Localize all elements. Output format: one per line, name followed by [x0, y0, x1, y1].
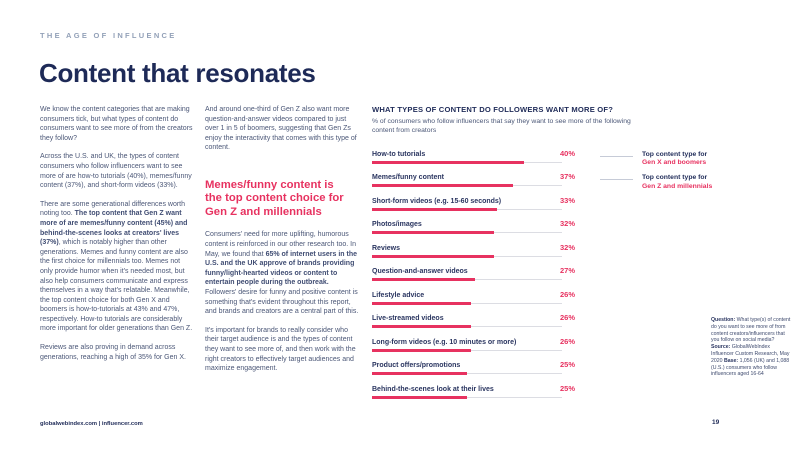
- bar-chart: [372, 148, 713, 399]
- bar-row: [372, 384, 575, 399]
- paragraph-bold-text: The top content that Gen Z want more of are memes/funny content (45%) and behind-the-scenes looks at creators' lives (37%): [40, 210, 188, 247]
- paragraph: [40, 200, 194, 334]
- bar-category-label: Behind-the-scenes look at their lives: [372, 385, 494, 393]
- bar-track: [372, 302, 562, 305]
- bar-label-line: [372, 243, 575, 253]
- paragraph-text: It's important for brands to really consider who their target audience is and the types of content they want to see more of, and then work with the right creators to effectively target audiences and maximize engagement.: [205, 326, 356, 373]
- bar-row: [372, 219, 575, 234]
- paragraph: [205, 105, 359, 153]
- bar-fill: [372, 208, 497, 211]
- bar-chart-section: [372, 105, 713, 407]
- legend-annotation: [600, 174, 770, 191]
- chart-title: WHAT TYPES OF CONTENT DO FOLLOWERS WANT MORE OF?: [372, 105, 614, 114]
- bar-fill: [372, 184, 513, 187]
- bar-track: [372, 184, 562, 187]
- bar-row: [372, 313, 575, 328]
- paragraph: [40, 343, 194, 362]
- legend-annotation: [600, 151, 770, 168]
- bar-fill: [372, 231, 494, 234]
- bar-fill: [372, 372, 467, 375]
- paragraph-text: There are some generational differences worth noting too.: [40, 200, 186, 218]
- footer-urls: globalwebindex.com | influencer.com: [40, 421, 143, 427]
- footnote-question-label: Question:: [711, 317, 736, 323]
- bar-value-label: 26%: [559, 336, 575, 346]
- bar-fill: [372, 396, 467, 399]
- bar-category-label: How-to tutorials: [372, 150, 426, 158]
- bar-track: [372, 278, 562, 281]
- bar-fill: [372, 302, 471, 305]
- bar-value-label: 25%: [559, 360, 575, 370]
- page-number: 19: [712, 419, 720, 426]
- bar-label-line: [372, 149, 575, 159]
- bar-fill: [372, 255, 494, 258]
- bar-category-label: Lifestyle advice: [372, 291, 425, 299]
- bar-row: [372, 196, 575, 211]
- bar-category-label: Memes/funny content: [372, 174, 444, 182]
- bar-label-line: [372, 313, 575, 323]
- bar-label-line: [372, 360, 575, 370]
- bar-value-label: 26%: [559, 313, 575, 323]
- bar-track: [372, 161, 562, 164]
- bar-track: [372, 255, 562, 258]
- paragraph: [40, 152, 194, 190]
- bar-fill: [372, 161, 524, 164]
- bar-value-label: 37%: [559, 172, 575, 182]
- body-column-2: [205, 105, 359, 383]
- bar-label-line: [372, 337, 575, 347]
- bar-category-label: Reviews: [372, 244, 401, 252]
- bar-track: [372, 349, 562, 352]
- bar-category-label: Photos/images: [372, 221, 422, 229]
- connector-line: [600, 179, 633, 180]
- body-column-1: [40, 105, 194, 371]
- bar-row: [372, 266, 575, 281]
- paragraph-text: We know the content categories that are making consumers tick, but what types of content do consumers want to see more of from the creators they follow?: [40, 106, 193, 142]
- connector-line: [600, 156, 633, 157]
- bar-value-label: 27%: [559, 266, 575, 276]
- bar-row: [372, 243, 575, 258]
- bar-value-label: 40%: [559, 148, 575, 158]
- bar-label-line: [372, 219, 575, 229]
- bar-track: [372, 208, 562, 211]
- annotation-line1: Top content type for: [642, 174, 708, 182]
- bar-label-line: [372, 384, 575, 394]
- bar-track: [372, 396, 562, 399]
- footnote-source-label: Source:: [711, 344, 731, 351]
- bar-category-label: Long-form videos (e.g. 10 minutes or more): [372, 338, 517, 346]
- bar-row: [372, 148, 708, 167]
- bar-value-label: 25%: [559, 383, 575, 393]
- paragraph-text: Across the U.S. and UK, the types of content consumers who follow influencers want to see more of are how-to tutorials (40%), memes/funny content (37%), and short-form videos (33%).: [40, 153, 192, 190]
- paragraph: [205, 326, 359, 374]
- bar-row: [372, 172, 713, 190]
- bar-track: [372, 372, 562, 375]
- bar-row: [372, 360, 575, 375]
- bar-label-line: [372, 266, 575, 276]
- annotation-text: [642, 151, 707, 168]
- paragraph: [205, 230, 359, 316]
- bar-label-line: [372, 172, 575, 182]
- bar-row: [372, 290, 575, 305]
- report-eyebrow: THE AGE OF INFLUENCE: [40, 31, 177, 40]
- footnote-base-text: 1,056 (UK) and 1,088 (U.S.) consumers who follow influencers aged 16-64: [711, 357, 790, 378]
- bar-fill: [372, 349, 471, 352]
- annotation-line1: Top content type for: [642, 150, 708, 158]
- paragraph-bold-text: 65% of internet users in the U.S. and the UK approve of brands providing funny/light-hearted videos or content to entertain people during the outbreak.: [205, 250, 357, 287]
- footnote-base-label: Base:: [723, 357, 739, 364]
- bar-label-line: [372, 290, 575, 300]
- bar-category-label: Short-form videos (e.g. 15-60 seconds): [372, 197, 502, 205]
- bar-fill: [372, 278, 475, 281]
- paragraph-text: , which is notably higher than other generations. Memes and funny content are also the first choice for millennials too. Memes not only provide humor when it's needed most, but also help consumers communicate and express themselves in a way that's relatable. Meanwhile, the top content choice for both Gen X and boomers is how-to-tutorials at 43% and 47%, respectively. How-to tutorials are considerably more important for older generations than Gen Z.: [40, 239, 193, 333]
- paragraph-text: Followers' desire for funny and positive content is something that's evident throughout this report, and brands and creators are a central part of this.: [205, 289, 359, 316]
- bar-category-label: Product offers/promotions: [372, 362, 461, 370]
- bar-value-label: 33%: [559, 195, 575, 205]
- annotation-text: [642, 174, 712, 191]
- paragraph-text: Reviews are also proving in demand across generations, reaching a high of 35% for Gen X.: [40, 344, 186, 361]
- paragraph: [40, 105, 194, 143]
- paragraph-text: And around one-third of Gen Z also want more question-and-answer videos compared to just over 1 in 5 of boomers, suggesting that Gen Zs enjoy the interactivity that comes with this type of content.: [205, 106, 357, 152]
- bar-value-label: 26%: [559, 289, 575, 299]
- annotation-line2: Gen Z and millennials: [642, 182, 713, 190]
- bar-label-line: [372, 196, 575, 206]
- annotation-line2: Gen X and boomers: [642, 159, 707, 167]
- bar-fill: [372, 325, 471, 328]
- bar-track: [372, 231, 562, 234]
- bar-value-label: 32%: [559, 219, 575, 229]
- bar-category-label: Live-streamed videos: [372, 315, 444, 323]
- footnote-question-text: What type(s) of content do you want to see more of from content creators/influencers that you follow on social media?: [711, 317, 791, 344]
- footnote-source-text: GlobalWebIndex Influencer Custom Research, May 2020: [711, 344, 790, 364]
- page-title: Content that resonates: [39, 58, 316, 88]
- bar-category-label: Question-and-answer videos: [372, 268, 468, 276]
- chart-subtitle: % of consumers who follow influencers that say they want to see more of the following content from creators: [372, 118, 631, 134]
- paragraph-text: Consumers' need for more uplifting, humorous content is reinforced in our other research too. In May, we found that: [205, 231, 356, 258]
- bar-value-label: 32%: [559, 242, 575, 252]
- section-heading: Memes/funny content is the top content choice for Gen Z and millennials: [205, 178, 344, 218]
- bar-track: [372, 325, 562, 328]
- bar-row: [372, 337, 575, 352]
- methodology-footnote: [711, 317, 791, 378]
